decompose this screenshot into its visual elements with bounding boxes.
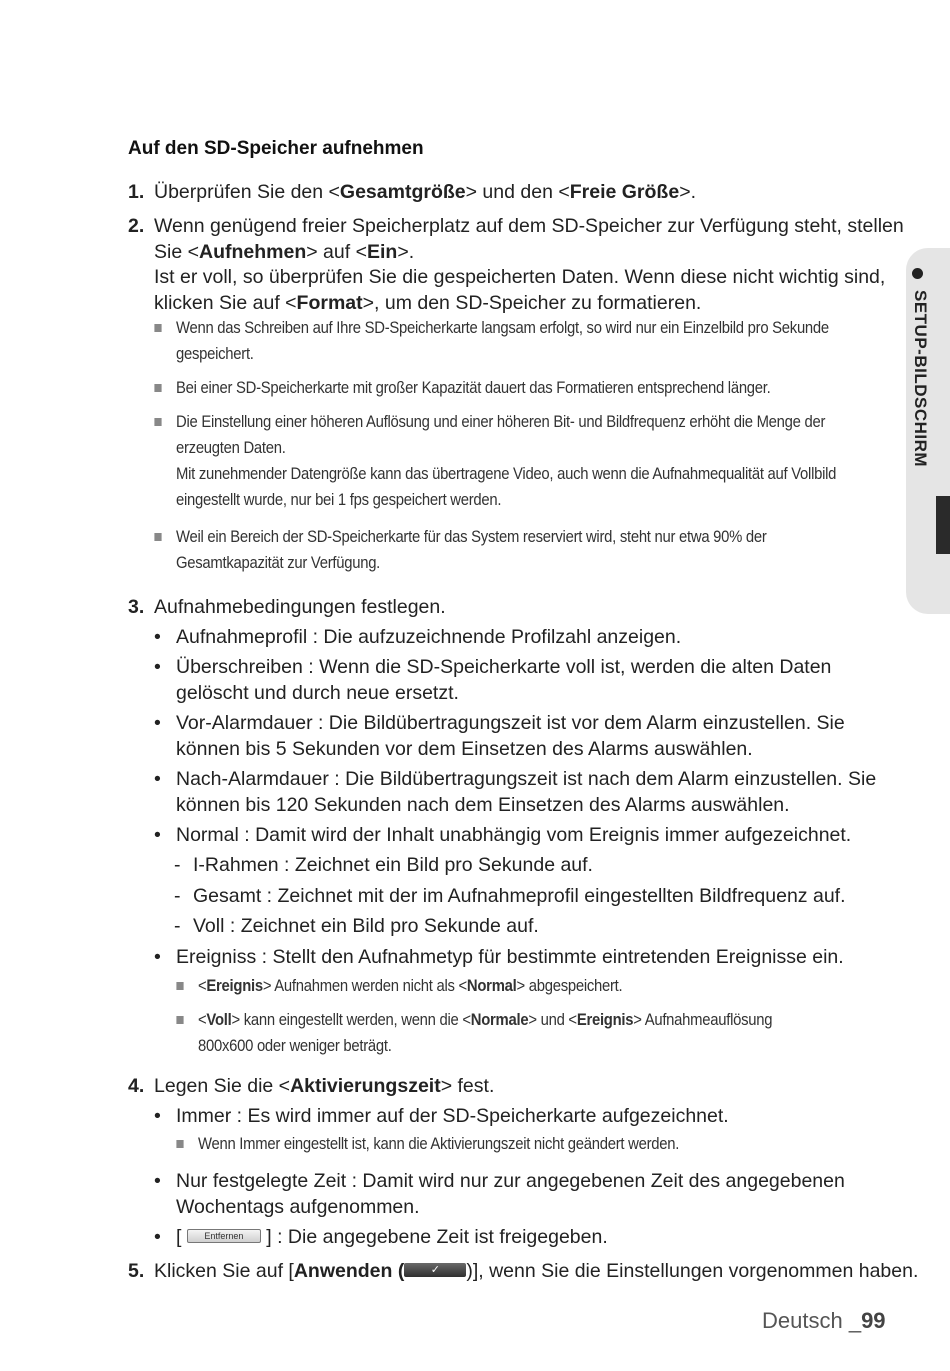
- text-part: > abgespeichert.: [516, 977, 623, 995]
- note-line: Mit zunehmender Datengröße kann das übertragene Video, auch wenn die Aufnahmequalität auf Vollbild: [176, 465, 837, 483]
- step-text: [154, 1259, 919, 1285]
- bullet-line: können bis 5 Sekunden vor dem Einsetzen des Alarms auswählen.: [176, 738, 753, 760]
- text-line: [154, 291, 894, 317]
- side-bullet-icon: [912, 268, 923, 279]
- text-part: <: [198, 1011, 207, 1029]
- note-line: Wenn das Schreiben auf Ihre SD-Speicherkarte langsam erfolgt, so wird nur ein Einzelbild pro Sekunde: [176, 319, 829, 337]
- step-text: [154, 1074, 894, 1100]
- bold-term: Format: [296, 291, 363, 314]
- text-part: Sie <: [154, 240, 199, 263]
- text-part: >.: [679, 181, 696, 203]
- bullet-dot-icon: •: [154, 626, 161, 648]
- side-tab-marker: [936, 496, 950, 554]
- bullet-dot-icon: •: [154, 1226, 161, 1248]
- text-line: [154, 240, 894, 266]
- bullet-line: Normal : Damit wird der Inhalt unabhängig vom Ereignis immer aufgezeichnet.: [176, 824, 852, 846]
- apply-button[interactable]: ✓: [404, 1263, 466, 1277]
- square-bullet-icon: [176, 1016, 183, 1024]
- bullet-dot-icon: •: [154, 656, 161, 678]
- square-bullet-icon: [176, 982, 183, 990]
- square-bullet-icon: [154, 533, 161, 541]
- text-part: klicken Sie auf <: [154, 291, 297, 314]
- note: [176, 375, 771, 401]
- bold-term: Aufnehmen: [199, 240, 307, 263]
- remove-button[interactable]: Entfernen: [187, 1229, 261, 1243]
- bullet-dot-icon: •: [154, 1105, 161, 1127]
- bullet-line: Ereigniss : Stellt den Aufnahmetyp für bestimmte eintretenden Ereignisse ein.: [176, 946, 844, 968]
- text-part: Legen Sie die <: [154, 1075, 291, 1097]
- bullet-line: Vor-Alarmdauer : Die Bildübertragungszeit ist vor dem Alarm einzustellen. Sie: [176, 712, 845, 734]
- bold-term: Anwenden (: [293, 1260, 405, 1282]
- note: [198, 973, 622, 999]
- step-number: 1.: [128, 181, 145, 203]
- bullet-line: können bis 120 Sekunden nach dem Einsetzen des Alarms auswählen.: [176, 794, 790, 816]
- bold-term: Gesamtgröße: [339, 181, 466, 203]
- text-part: > Aufnahmeauflösung: [633, 1011, 773, 1029]
- bold-term: Voll: [206, 1011, 232, 1029]
- note-line: Wenn Immer eingestellt ist, kann die Aktivierungszeit nicht geändert werden.: [198, 1135, 680, 1153]
- bullet-dot-icon: •: [154, 1170, 161, 1192]
- step-number: 5.: [128, 1260, 145, 1282]
- text-part: Überprüfen Sie den <: [154, 181, 340, 203]
- note-line: gespeichert.: [176, 345, 254, 363]
- note-line: [198, 973, 622, 999]
- bullet-line: Wochentags aufgenommen.: [176, 1196, 420, 1218]
- page-number: 99: [861, 1308, 886, 1333]
- note: [176, 524, 767, 576]
- text-part: > Aufnahmen werden nicht als <: [262, 977, 467, 995]
- square-bullet-icon: [154, 418, 161, 426]
- dash-mark: -: [174, 915, 181, 937]
- text-line: Ist er voll, so überprüfen Sie die gespeicherten Daten. Wenn diese nicht wichtig sind,: [154, 266, 886, 288]
- note-line: erzeugten Daten.: [176, 439, 286, 457]
- note-line: 800x600 oder weniger beträgt.: [198, 1037, 392, 1055]
- bullet-dot-icon: •: [154, 824, 161, 846]
- footer-language: Deutsch _: [762, 1308, 862, 1333]
- note: [198, 1007, 772, 1059]
- dash-mark: -: [174, 885, 181, 907]
- step-text: Aufnahmebedingungen festlegen.: [154, 596, 446, 618]
- note-line: eingestellt wurde, nur bei 1 fps gespeichert werden.: [176, 491, 502, 509]
- step-text: [154, 214, 904, 316]
- bullet-line: Aufnahmeprofil : Die aufzuzeichnende Profilzahl anzeigen.: [176, 626, 682, 648]
- dash-text: Gesamt : Zeichnet mit der im Aufnahmeprofil eingestellten Bildfrequenz auf.: [193, 885, 846, 907]
- dash-text: I-Rahmen : Zeichnet ein Bild pro Sekunde auf.: [193, 854, 593, 876]
- page-footer: [762, 1308, 886, 1334]
- bold-term: Ereignis: [206, 977, 263, 995]
- text-part: > und <: [528, 1011, 577, 1029]
- bold-term: Aktivierungszeit: [290, 1075, 441, 1097]
- text-part: >.: [397, 240, 415, 263]
- bold-term: Normal: [466, 977, 517, 995]
- text-part: ] : Die angegebene Zeit ist freigegeben.: [260, 1226, 608, 1248]
- bullet-line: Immer : Es wird immer auf der SD-Speicherkarte aufgezeichnet.: [176, 1105, 729, 1127]
- text-part: <: [198, 977, 207, 995]
- step-number: 4.: [128, 1075, 145, 1097]
- dash-mark: -: [174, 854, 181, 876]
- bold-term: Freie Größe: [569, 181, 680, 203]
- bullet-dot-icon: •: [154, 712, 161, 734]
- text-part: [: [176, 1226, 187, 1248]
- bullet-dot-icon: •: [154, 946, 161, 968]
- step-text: [154, 180, 894, 206]
- text-part: > fest.: [440, 1075, 495, 1097]
- square-bullet-icon: [176, 1140, 183, 1148]
- dash-text: Voll : Zeichnet ein Bild pro Sekunde auf.: [193, 915, 539, 937]
- bullet-line: Nur festgelegte Zeit : Damit wird nur zur angegebenen Zeit des angegebenen: [176, 1170, 845, 1192]
- bold-term: Ein: [366, 240, 398, 263]
- step-number: 3.: [128, 596, 145, 618]
- bullet-dot-icon: •: [154, 768, 161, 790]
- note-line: Weil ein Bereich der SD-Speicherkarte für das System reserviert wird, steht nur etwa 90% der: [176, 528, 767, 546]
- note: [176, 409, 836, 513]
- text-part: Klicken Sie auf [: [154, 1260, 294, 1282]
- text-part: > und den <: [465, 181, 570, 203]
- bullet-line: gelöscht und durch neue ersetzt.: [176, 682, 459, 704]
- bullet-line: Nach-Alarmdauer : Die Bildübertragungszeit ist nach dem Alarm einzustellen. Sie: [176, 768, 877, 790]
- text-part: > kann eingestellt werden, wenn die <: [231, 1011, 471, 1029]
- side-tab-label: SETUP-BILDSCHIRM: [911, 290, 930, 468]
- text-line: Wenn genügend freier Speicherplatz auf dem SD-Speicher zur Verfügung steht, stellen: [154, 215, 904, 237]
- bold-term: Ereignis: [576, 1011, 634, 1029]
- note: [198, 1131, 679, 1157]
- note-line: [198, 1007, 772, 1033]
- note-line: Gesamtkapazität zur Verfügung.: [176, 554, 381, 572]
- section-heading: Auf den SD-Speicher aufnehmen: [128, 138, 424, 159]
- square-bullet-icon: [154, 384, 161, 392]
- note-line: Die Einstellung einer höheren Auflösung und einer höheren Bit- und Bildfrequenz erhöht die Menge der: [176, 413, 826, 431]
- note-line: Bei einer SD-Speicherkarte mit großer Kapazität dauert das Formatieren entsprechend länger.: [176, 379, 771, 397]
- bullet-line: Überschreiben : Wenn die SD-Speicherkarte voll ist, werden die alten Daten: [176, 656, 832, 678]
- text-part: )], wenn Sie die Einstellungen vorgenommen haben.: [466, 1260, 919, 1282]
- text-part: > auf <: [306, 240, 367, 263]
- square-bullet-icon: [154, 324, 161, 332]
- text-part: >, um den SD-Speicher zu formatieren.: [362, 291, 702, 314]
- note: [176, 315, 829, 367]
- bold-term: Normale: [470, 1011, 529, 1029]
- step-number: 2.: [128, 215, 145, 237]
